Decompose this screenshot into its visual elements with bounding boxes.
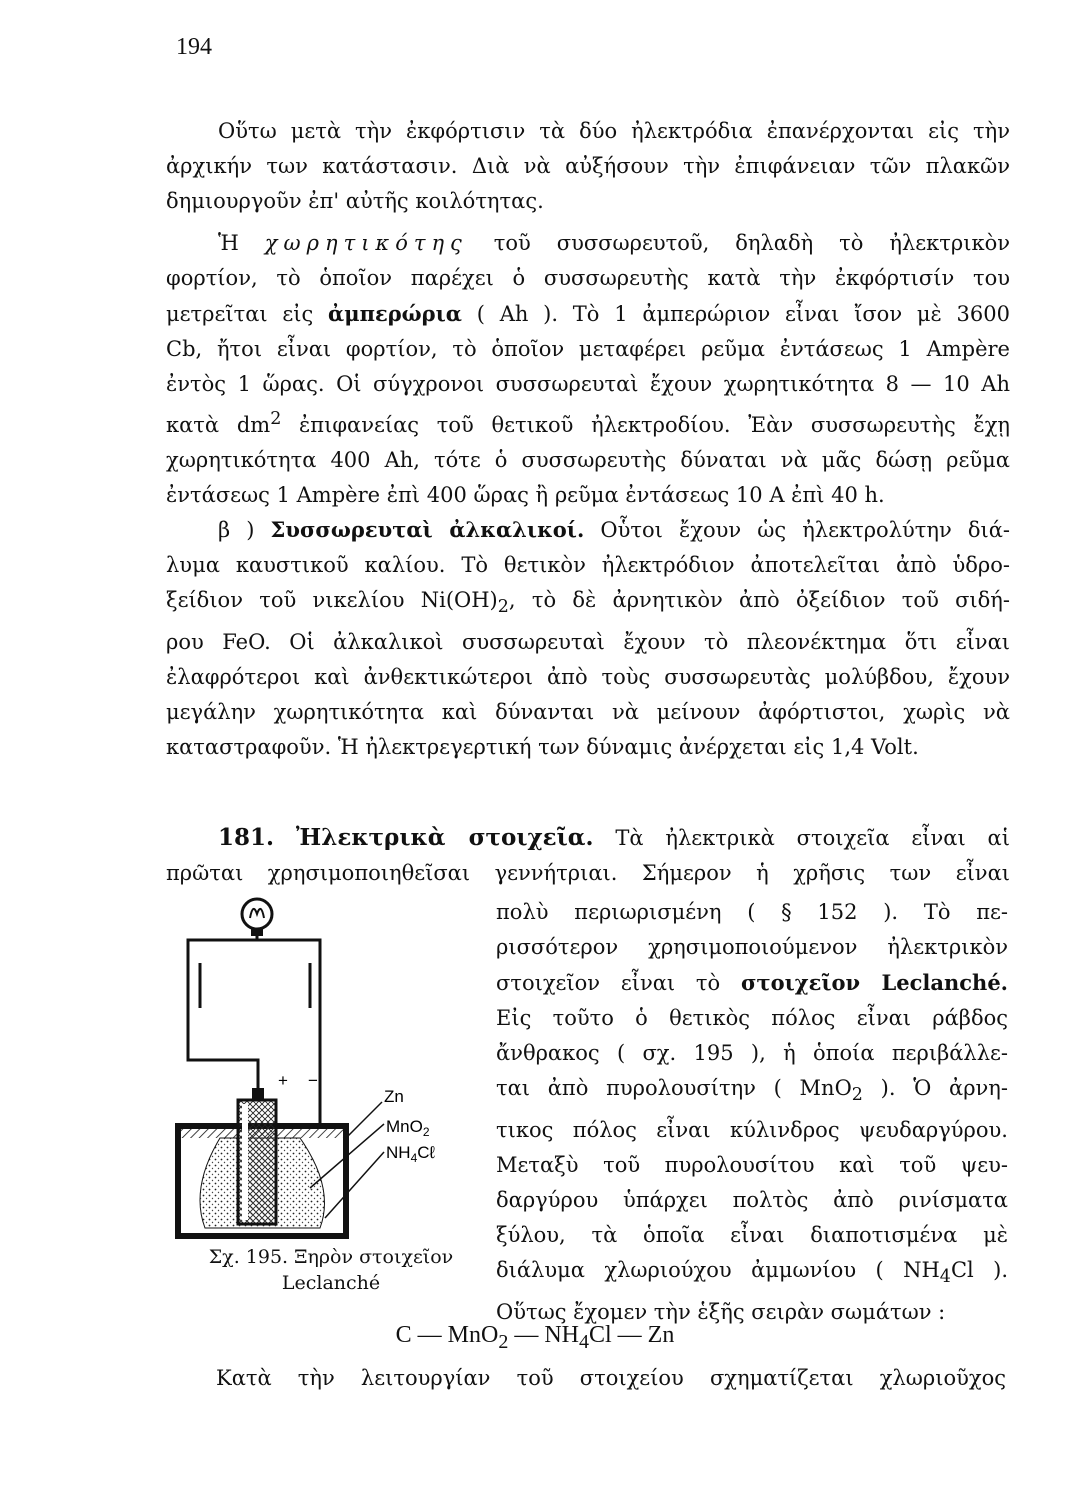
text-line: καταστραφοῦν. Ἡ ἠλεκτρεγερτική των δύναμις ἀνέρχεται εἰς 1,4 Volt. bbox=[166, 735, 919, 760]
term-capacity: χωρητικότης bbox=[264, 231, 468, 255]
text-line bbox=[166, 583, 1010, 625]
right-column-text bbox=[496, 895, 1008, 1330]
term-leclanche: στοιχεῖον Leclanché. bbox=[740, 970, 1008, 995]
text-line: ξύλου, τὰ ὁποῖα εἶναι διαποτισμένα μὲ bbox=[496, 1223, 1008, 1248]
label-minus: − bbox=[308, 1071, 318, 1090]
text-fragment: Τὰ ἠλεκτρικὰ στοιχεῖα εἶναι αἱ bbox=[615, 826, 1010, 850]
text-line bbox=[166, 820, 1010, 856]
positive-terminal bbox=[252, 1088, 264, 1100]
text-line: Οὕτως ἔχομεν τὴν ἑξῆς σειρὰν σωμάτων : bbox=[496, 1300, 946, 1325]
text-fragment: διάλυμα χλωριούχου ἀμμωνίου ( NH bbox=[496, 1258, 940, 1283]
section-181 bbox=[166, 820, 1010, 891]
positive-lead bbox=[188, 1056, 258, 1098]
paragraph-discharge bbox=[166, 114, 1010, 219]
text-line: ἀρχικήν των κατάστασιν. Διὰ νὰ αὐξήσουν τὴν ἐπιφάνειαν τῶν πλακῶν bbox=[166, 154, 1010, 178]
label-mno2-base: MnO bbox=[386, 1117, 423, 1136]
text-fragment: κατὰ dm bbox=[166, 413, 271, 437]
subheading-alkaline: Συσσωρευταὶ ἀλκαλικοί. bbox=[270, 517, 585, 542]
chemical-chain-formula bbox=[0, 1322, 1070, 1354]
text-line: ἐλαφρότεροι καὶ ἀνθεκτικώτεροι ἀπὸ τοὺς συσσωρευτὰς μολύβδου, ἔχουν bbox=[166, 665, 1010, 690]
caption-line: Σχ. 195. Ξηρὸν στοιχεῖον bbox=[208, 1246, 454, 1268]
wire-left bbox=[188, 936, 257, 1056]
subscript: 4 bbox=[939, 1267, 951, 1288]
formula-part: C — MnO bbox=[395, 1322, 499, 1348]
figure-caption bbox=[166, 1244, 496, 1296]
text-line: Οὕτω μετὰ τὴν ἐκφόρτισιν τὰ δύο ἠλεκτρόδια ἐπανέρχονται εἰς τὴν bbox=[218, 119, 1010, 143]
text-line: Μεταξὺ τοῦ πυρολουσίτου καὶ τοῦ ψευ- bbox=[496, 1153, 1008, 1178]
text-line bbox=[166, 296, 1010, 332]
text-fragment: ἐπιφανείας τοῦ θετικοῦ ἠλεκτροδίου. Ἐὰν συσσωρευτὴς ἔχῃ bbox=[281, 413, 1010, 437]
subscript: 2 bbox=[497, 597, 509, 618]
text-line: χωρητικότητα 400 Ah, τότε ὁ συσσωρευτὴς δύναται νὰ μᾶς δώσῃ ρεῦμα bbox=[166, 448, 1010, 472]
text-line: Cb, ἤτοι εἶναι φορτίον, τὸ ὁποῖον μεταφέρει ρεῦμα ἐντάσεως 1 Ampère bbox=[166, 337, 1010, 361]
formula-part: — NH bbox=[508, 1322, 579, 1348]
formula-sub: 2 bbox=[498, 1330, 509, 1353]
pointer-zn bbox=[346, 1102, 382, 1138]
label-zn: Zn bbox=[384, 1087, 404, 1106]
text-fragment: Cl ). bbox=[950, 1258, 1008, 1283]
leclanche-cell-diagram bbox=[160, 888, 496, 1248]
text-line: λυμα καυστικοῦ καλίου. Τὸ θετικὸν ἠλεκτρόδιον ἀποτελεῖται ἀπὸ ὑδρο- bbox=[166, 553, 1010, 577]
text-fragment: στοιχεῖον εἶναι τὸ bbox=[496, 971, 721, 995]
text-line bbox=[166, 402, 1010, 443]
subscript: 2 bbox=[851, 1085, 863, 1106]
superscript: 2 bbox=[270, 409, 282, 429]
text-line: ρου FeO. Οἱ ἀλκαλικοὶ συσσωρευταὶ ἔχουν τὸ πλεονέκτημα ὅτι εἶναι bbox=[166, 630, 1010, 655]
label-mno2-sub: 2 bbox=[422, 1125, 430, 1139]
text-fragment: ). Ὁ ἀρνη- bbox=[862, 1076, 1008, 1100]
section-title: Ἠλεκτρικὰ στοιχεῖα. bbox=[295, 824, 594, 851]
text-fragment: ται ἀπὸ πυρολουσίτην ( MnO bbox=[496, 1076, 852, 1100]
text-fragment: τοῦ συσσωρευτοῦ, δηλαδὴ τὸ ἠλεκτρικὸν bbox=[493, 231, 1010, 255]
text-line: πολὺ περιωρισμένη ( § 152 ). Τὸ πε- bbox=[496, 900, 1008, 924]
pointer-nh4cl bbox=[325, 1152, 384, 1218]
text-fragment: μετρεῖται εἰς bbox=[166, 302, 314, 326]
carbon-rod-highlight bbox=[242, 1104, 248, 1220]
formula-sub: 4 bbox=[579, 1330, 589, 1353]
text-line: δημιουργοῦν ἐπ' αὐτῆς κοιλότητας. bbox=[166, 189, 544, 213]
label-nh4cl-end: Cℓ bbox=[417, 1143, 436, 1162]
text-line: τικος πόλος εἶναι κύλινδρος ψευδαργύρου. bbox=[496, 1118, 1008, 1143]
text-line: φορτίον, τὸ ὁποῖον παρέχει ὁ συσσωρευτὴς κατὰ τὴν ἐκφόρτισίν του bbox=[166, 266, 1010, 290]
text-fragment: Οὗτοι ἔχουν ὡς ἠλεκτρολύτην διά- bbox=[600, 518, 1010, 542]
text-line: ρισσότερον χρησιμοποιούμενον ἠλεκτρικὸν bbox=[496, 935, 1008, 959]
text-line: Εἰς τοῦτο ὁ θετικὸς πόλος εἶναι ράβδος bbox=[496, 1006, 1008, 1030]
final-text-line bbox=[216, 1366, 1006, 1390]
label-plus: + bbox=[278, 1071, 288, 1090]
text-line: ἄνθρακος ( σχ. 195 ), ἡ ὁποία περιβάλλε- bbox=[496, 1041, 1008, 1065]
text-line: δαργύρου ὑπάρχει πολτὸς ἀπὸ ρινίσματα bbox=[496, 1188, 1008, 1213]
term-ampere-hours: ἀμπερώρια bbox=[328, 301, 462, 326]
paragraph-alkaline bbox=[166, 512, 1010, 765]
text-fragment: ( Ah ). Τὸ 1 ἀμπερώριον εἶναι ἴσον μὲ 3600 bbox=[476, 302, 1010, 326]
text-line bbox=[496, 1071, 1008, 1113]
text-line bbox=[166, 226, 1010, 261]
paragraph-capacity bbox=[166, 226, 1010, 513]
term-prefix: Ἡ bbox=[218, 231, 239, 255]
formula-part: Cl — Zn bbox=[589, 1322, 675, 1348]
text-fragment: , τὸ δὲ ἀρνητικὸν ἀπὸ ὀξείδιον τοῦ σιδή- bbox=[508, 588, 1010, 612]
leclanche-cell-figure bbox=[160, 888, 496, 1268]
text-line: Κατὰ τὴν λειτουργίαν τοῦ στοιχείου σχηματίζεται χλωριοῦχος bbox=[216, 1366, 1006, 1390]
label-nh4cl-base: NH bbox=[386, 1143, 411, 1162]
label-mno2 bbox=[386, 1117, 430, 1139]
text-fragment: ξείδιον τοῦ νικελίου Ni(OH) bbox=[166, 588, 498, 612]
label-nh4cl bbox=[386, 1143, 436, 1165]
text-line bbox=[496, 1253, 1008, 1295]
label-nh4cl-sub: 4 bbox=[410, 1151, 418, 1165]
item-label: β ) bbox=[218, 518, 255, 542]
text-line: πρῶται χρησιμοποιηθεῖσαι γεννήτριαι. Σήμερον ἡ χρῆσις των εἶναι bbox=[166, 861, 1010, 885]
text-line: ἐντάσεως 1 Ampère ἐπὶ 400 ὥρας ἢ ρεῦμα ἐντάσεως 10 A ἐπὶ 40 h. bbox=[166, 483, 885, 507]
bulb-icon bbox=[242, 899, 272, 936]
text-line bbox=[496, 965, 1008, 1001]
text-line bbox=[166, 512, 1010, 548]
text-line: ἐντὸς 1 ὥρας. Οἱ σύγχρονοι συσσωρευταὶ ἔχουν χωρητικότητα 8 — 10 Ah bbox=[166, 372, 1010, 396]
caption-line: Leclanché bbox=[281, 1272, 381, 1294]
page-number: 194 bbox=[176, 34, 212, 60]
text-line: μεγάλην χωρητικότητα καὶ δύνανται νὰ μείνουν ἀφόρτιστοι, χωρὶς νὰ bbox=[166, 700, 1010, 725]
section-number: 181. bbox=[218, 824, 275, 851]
